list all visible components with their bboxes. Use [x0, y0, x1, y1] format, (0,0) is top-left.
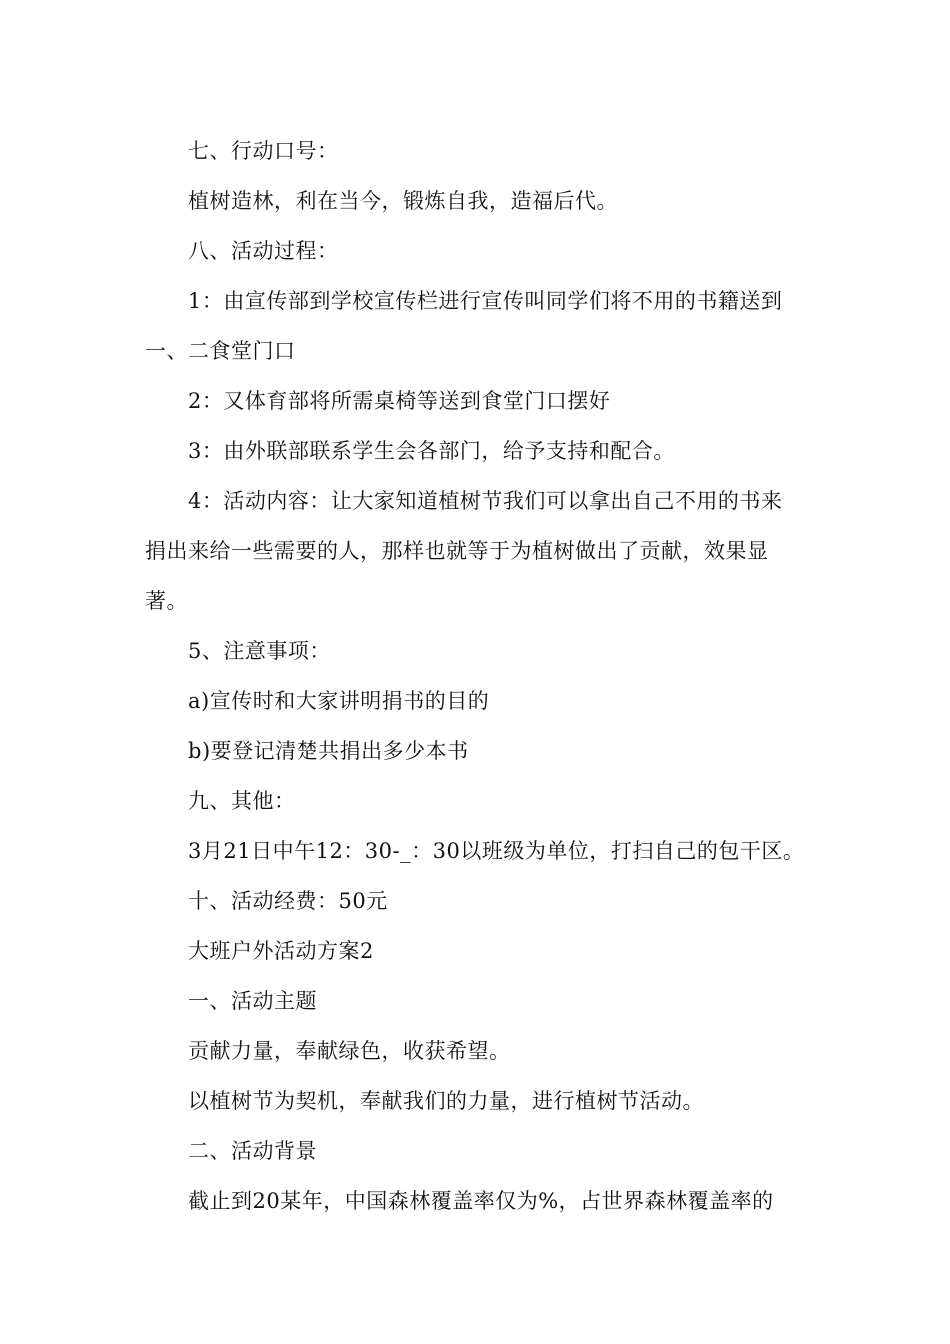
- paragraph-step-1-continued: 一、二食堂门口: [145, 339, 296, 363]
- paragraph-step-1: 1：由宣传部到学校宣传栏进行宣传叫同学们将不用的书籍送到: [188, 289, 783, 313]
- paragraph-note-a: a)宣传时和大家讲明捐书的目的: [188, 689, 490, 713]
- paragraph-step-3: 3：由外联部联系学生会各部门，给予支持和配合。: [188, 439, 675, 463]
- paragraph-slogan-text: 植树造林，利在当今，锻炼自我，造福后代。: [188, 189, 618, 213]
- paragraph-step-4-continued: 捐出来给一些需要的人，那样也就等于为植树做出了贡献，效果显: [145, 539, 769, 563]
- paragraph-theme-purpose: 以植树节为契机，奉献我们的力量，进行植树节活动。: [188, 1089, 704, 1113]
- heading-activity-process: 八、活动过程：: [188, 239, 339, 263]
- section-title-plan-2: 大班户外活动方案2: [188, 939, 374, 963]
- heading-other: 九、其他：: [188, 789, 296, 813]
- heading-action-slogan: 七、行动口号：: [188, 139, 339, 163]
- paragraph-background-text: 截止到20某年，中国森林覆盖率仅为%，占世界森林覆盖率的: [188, 1189, 774, 1213]
- paragraph-other-text: 3月21日中午12：30-_：30以班级为单位，打扫自己的包干区。: [188, 839, 805, 863]
- heading-activity-theme: 一、活动主题: [188, 989, 317, 1013]
- paragraph-note-b: b)要登记清楚共捐出多少本书: [188, 739, 469, 763]
- paragraph-step-4: 4：活动内容：让大家知道植树节我们可以拿出自己不用的书来: [188, 489, 783, 513]
- paragraph-theme-text: 贡献力量，奉献绿色，收获希望。: [188, 1039, 511, 1063]
- heading-notes: 5、注意事项：: [188, 639, 331, 663]
- paragraph-step-4-end: 著。: [145, 589, 188, 613]
- heading-budget: 十、活动经费：50元: [188, 889, 388, 913]
- heading-activity-background: 二、活动背景: [188, 1139, 317, 1163]
- paragraph-step-2: 2：又体育部将所需桌椅等送到食堂门口摆好: [188, 389, 611, 413]
